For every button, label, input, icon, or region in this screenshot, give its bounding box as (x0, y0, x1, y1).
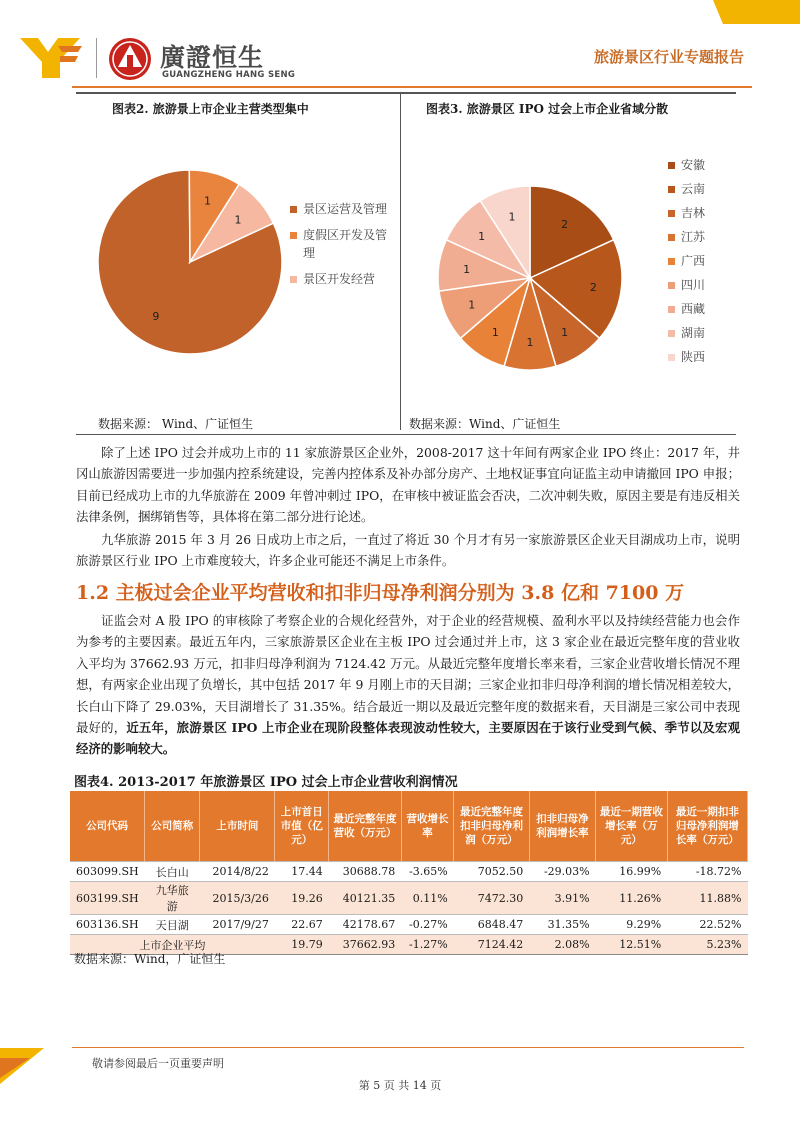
header-cell: 最近完整年度扣非归母净利润（万元） (454, 791, 530, 862)
cell-latest-rev-growth: 11.26% (596, 882, 668, 915)
legend-swatch (290, 206, 297, 213)
paragraph-ipo-termination: 除了上述 IPO 过会并成功上市的 11 家旅游景区企业外，2008-2017 这十年间有两家企业 IPO 终止：2017 年，井冈山旅游因需要进一步加强内控系统建设，完善内控体系及补办部分房产、土地权证事宜向证监主动申请撤回 IPO 申报；目前已经成功上市的九华旅游在 2009 年曾冲刺过 IPO，在审核中被证监会否决，二次冲刺失败，原因主要是有违反相关法律条例，捆绑销售等，具体将在第二部分进行论述。 (76, 445, 740, 525)
pie-data-label: 1 (478, 230, 486, 244)
cell-latest-profit-growth: 5.23% (667, 935, 747, 955)
cell-mktcap: 17.44 (275, 862, 329, 882)
legend-swatch (290, 232, 297, 239)
legend-swatch (668, 258, 675, 265)
header-cell: 最近一期营收增长率（万元） (596, 791, 668, 862)
cell-latest-rev-growth: 9.29% (596, 915, 668, 935)
cell-mktcap: 19.26 (275, 882, 329, 915)
legend-item (668, 156, 738, 174)
table-row (70, 882, 748, 915)
pie-data-label: 1 (463, 262, 471, 276)
pie-data-label: 9 (152, 310, 160, 324)
cell-profit: 7052.50 (454, 862, 530, 882)
cell-revenue: 42178.67 (329, 915, 402, 935)
legend-label: 度假区开发及管理 (303, 228, 388, 260)
cell-latest-profit-growth: 11.88% (667, 882, 747, 915)
table-source: 数据来源：Wind，广证恒生 (74, 952, 226, 966)
cell-code: 603136.SH (70, 915, 145, 935)
table-row (70, 915, 748, 935)
legend-swatch (668, 186, 675, 193)
legend-label: 四川 (681, 278, 706, 292)
pie-data-label: 1 (468, 298, 476, 312)
paragraph-revenue-analysis: 证监会对 A 股 IPO 的审核除了考察企业的合规化经营外，对于企业的经营规模、盈利水平以及持续经营能力也会作为参考的主要因素。最近五年内，三家旅游景区企业在主板 IPO 过会通过并上市，这 3 家企业在最近完整年度的营业收入平均为 37662.93 万元，扣非归母净利润为 7124.42 万元。从最近完整年度增长率来看，三家企业营收增长情况不理想，有两家企业出现了负增长，其中包括 2017 年 9 月刚上市的天目湖；三家企业扣非归母净利润的增长情况相差较大，长白山下降了 29.03%，天目湖增长了 31.35%。结合最近一期以及最近完整年度的数据来看，天目湖是三家公司中表现最好的，近五年，旅游景区 IPO 上市企业在现阶段整体表现波动性较大，主要原因在于该行业受到气候、季节以及宏观经济的影响较大。 (76, 613, 740, 757)
header-rule (72, 86, 752, 88)
figure3-title: 图表3. 旅游景区 IPO 过会上市企业省域分散 (426, 102, 669, 116)
cell-code: 603199.SH (70, 882, 145, 915)
cell-mktcap: 22.67 (275, 915, 329, 935)
cell-name: 长白山 (145, 862, 200, 882)
legend-item (290, 270, 390, 288)
cell-profit: 7124.42 (454, 935, 530, 955)
paragraph-bold-conclusion: 近五年，旅游景区 IPO 上市企业在现阶段整体表现波动性较大，主要原因在于该行业受到气候、季节以及宏观经济的影响较大。 (76, 720, 740, 757)
report-title: 旅游景区行业专题报告 (593, 48, 744, 66)
pie-data-label: 1 (204, 194, 212, 208)
header-cell: 营收增长率 (401, 791, 453, 862)
header-cell: 最近一期扣非归母净利润增长率（万元） (667, 791, 747, 862)
legend-label: 陕西 (681, 350, 706, 364)
legend-label: 景区开发经营 (303, 272, 376, 286)
cell-latest-profit-growth: 22.52% (667, 915, 747, 935)
table-row (70, 862, 748, 882)
legend-swatch (668, 330, 675, 337)
legend-label: 云南 (681, 182, 706, 196)
cell-latest-rev-growth: 16.99% (596, 862, 668, 882)
legend-swatch (668, 306, 675, 313)
legend-swatch (668, 210, 675, 217)
legend-item (668, 204, 738, 222)
legend-item (668, 228, 738, 246)
logo-divider (96, 38, 97, 78)
pie-data-label: 1 (561, 325, 569, 339)
cell-code: 603099.SH (70, 862, 145, 882)
cell-rev-growth: -3.65% (401, 862, 453, 882)
figure2-legend (290, 200, 390, 296)
page-number: 第 5 页 共 14 页 (358, 1079, 442, 1092)
legend-swatch (668, 282, 675, 289)
legend-label: 西藏 (681, 302, 706, 316)
figure3-legend (668, 156, 738, 372)
pie-data-label: 1 (234, 213, 242, 227)
legend-label: 景区运营及管理 (303, 202, 388, 216)
pie-data-label: 2 (561, 218, 569, 232)
figure2-pie-chart (90, 162, 290, 362)
cell-rev-growth: -1.27% (401, 935, 453, 955)
legend-item (668, 300, 738, 318)
header-cell: 扣非归母净利润增长率 (529, 791, 595, 862)
legend-label: 江苏 (681, 230, 706, 244)
cell-avg-label: 上市企业平均 (70, 935, 275, 955)
header-cell: 公司简称 (145, 791, 200, 862)
company-logo-icon (20, 36, 82, 80)
figure2-source: 数据来源： Wind、广证恒生 (98, 417, 254, 431)
cell-profit: 7472.30 (454, 882, 530, 915)
section-title: 1.2 主板过会企业平均营收和扣非归母净利润分别为 3.8 亿和 7100 万 (76, 582, 685, 604)
cell-date: 2015/3/26 (200, 882, 275, 915)
header-corner-decoration (713, 0, 800, 24)
brand-name-en: GUANGZHENG HANG SENG (162, 70, 296, 80)
footer-rule (72, 1047, 744, 1048)
legend-swatch (668, 354, 675, 361)
cell-latest-rev-growth: 12.51% (596, 935, 668, 955)
cell-profit-growth: -29.03% (529, 862, 595, 882)
cell-profit-growth: 2.08% (529, 935, 595, 955)
pie-data-label: 1 (508, 210, 516, 224)
header-cell: 上市首日市值（亿元） (275, 791, 329, 862)
cell-profit: 6848.47 (454, 915, 530, 935)
header-cell: 最近完整年度营收（万元） (329, 791, 402, 862)
footer-disclaimer-note: 敬请参阅最后一页重要声明 (92, 1057, 224, 1070)
figure2-title: 图表2. 旅游景上市企业主营类型集中 (112, 102, 309, 116)
cell-name: 天目湖 (145, 915, 200, 935)
legend-item (668, 348, 738, 366)
cell-date: 2014/8/22 (200, 862, 275, 882)
cell-rev-growth: 0.11% (401, 882, 453, 915)
figure3-pie-chart (430, 178, 630, 378)
header-cell: 上市时间 (200, 791, 275, 862)
brand-seal-icon (108, 37, 152, 81)
cell-latest-profit-growth: -18.72% (667, 862, 747, 882)
legend-label: 广西 (681, 254, 706, 268)
cell-date: 2017/9/27 (200, 915, 275, 935)
cell-revenue: 30688.78 (329, 862, 402, 882)
legend-item (290, 200, 390, 218)
legend-label: 湖南 (681, 326, 706, 340)
revenue-profit-table (70, 791, 748, 955)
cell-revenue: 40121.35 (329, 882, 402, 915)
cell-mktcap: 19.79 (275, 935, 329, 955)
legend-label: 安徽 (681, 158, 706, 172)
legend-item (668, 252, 738, 270)
legend-item (668, 180, 738, 198)
legend-item (668, 276, 738, 294)
table-header-row (70, 791, 748, 862)
cell-rev-growth: -0.27% (401, 915, 453, 935)
header-cell: 公司代码 (70, 791, 145, 862)
figure-divider (400, 94, 401, 430)
legend-item (290, 226, 390, 262)
cell-revenue: 37662.93 (329, 935, 402, 955)
cell-name: 九华旅游 (145, 882, 200, 915)
figure3-source: 数据来源：Wind、广证恒生 (409, 417, 561, 431)
table-caption: 图表4. 2013-2017 年旅游景区 IPO 过会上市企业营收利润情况 (74, 775, 458, 790)
pie-data-label: 1 (526, 336, 534, 349)
legend-swatch (290, 276, 297, 283)
legend-swatch (668, 162, 675, 169)
brand-name-cn: 廣證恒生 (160, 43, 265, 72)
cell-profit-growth: 31.35% (529, 915, 595, 935)
legend-swatch (668, 234, 675, 241)
paragraph-jiuhua-listing: 九华旅游 2015 年 3 月 26 日成功上市之后，一直过了将近 30 个月才有另一家旅游景区企业天目湖成功上市，说明旅游景区行业 IPO 上市难度较大，许多企业可能还不满足上市条件。 (76, 532, 740, 569)
legend-label: 吉林 (681, 206, 706, 220)
pie-data-label: 2 (589, 281, 597, 295)
pie-data-label: 1 (491, 325, 499, 339)
cell-profit-growth: 3.91% (529, 882, 595, 915)
legend-item (668, 324, 738, 342)
